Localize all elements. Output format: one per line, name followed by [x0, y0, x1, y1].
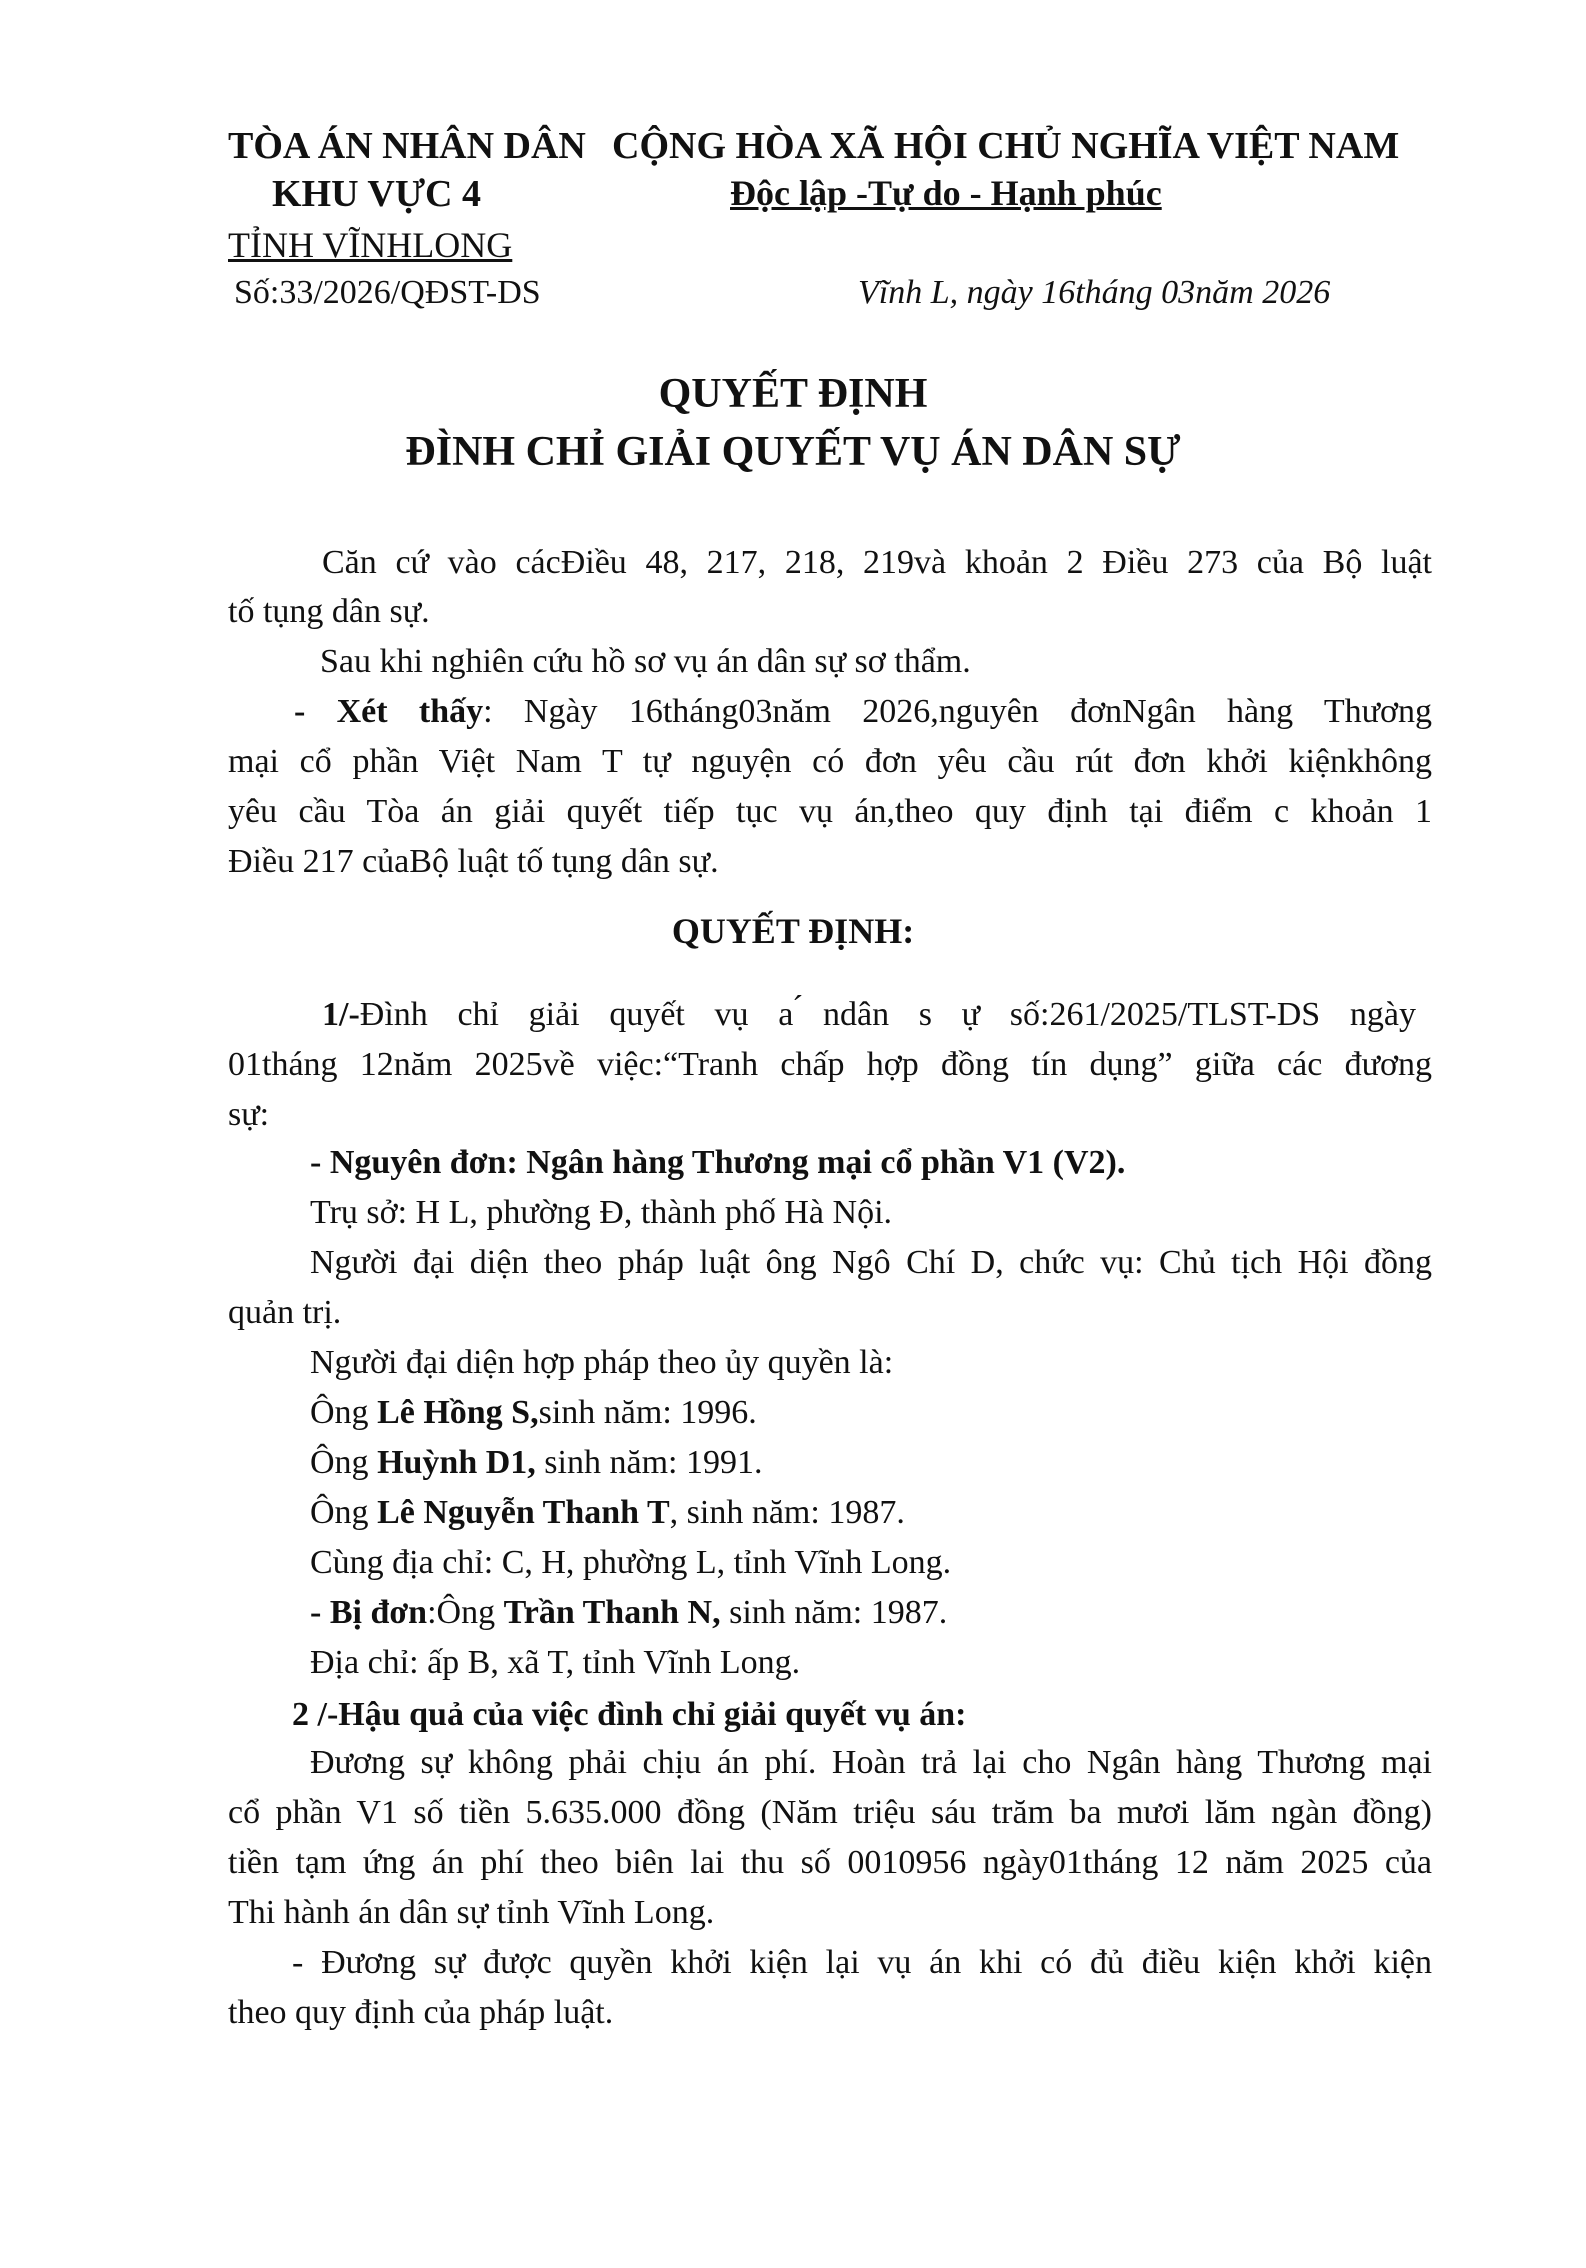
plaintiff-hq: Trụ sở: H L, phường Đ, thành phố Hà Nội. — [310, 1194, 893, 1231]
rep-prefix: Ông — [310, 1494, 378, 1531]
plaintiff-line — [310, 1138, 1432, 1187]
document-subtitle: ĐÌNH CHỈ GIẢI QUYẾT VỤ ÁN DÂN SỰ — [405, 429, 1181, 475]
item2-right-line1: - Đương sự được quyền khởi kiện lại vụ án khi có đủ điều kiện khởi kiện — [292, 1944, 1432, 1981]
court-name-line3: TỈNH VĨNHLONG — [228, 225, 513, 265]
defendant-line — [310, 1588, 1432, 1637]
rep-birth: sinh năm: 1996. — [538, 1394, 757, 1431]
item2-heading: 2 /-Hậu quả của việc đình chỉ giải quyết vụ án: — [292, 1696, 967, 1733]
plaintiff-label: - Nguyên đơn — [310, 1144, 507, 1181]
court-name-line1: TÒA ÁN NHÂN DÂN — [228, 125, 586, 167]
item1-label: 1/- — [322, 996, 360, 1033]
rep-name: Lê Hồng S, — [377, 1394, 539, 1431]
rep-line-2 — [310, 1438, 1432, 1487]
legal-rep-line1: Người đại diện theo pháp luật ông Ngô Chí D, chức vụ: Chủ tịch Hội đồng — [310, 1244, 1432, 1281]
rep-line-1 — [310, 1388, 1432, 1437]
auth-rep-line: Người đại diện hợp pháp theo ủy quyền là: — [310, 1344, 894, 1381]
rep-birth: sinh năm: 1991. — [535, 1444, 763, 1481]
item1-text1: Đình chỉ giải quyết vụ a ́ndân s ự số:261/2025/TLST-DS ngày — [359, 996, 1416, 1033]
court-name-line2: KHU VỰC 4 — [272, 173, 481, 215]
after-study-line: Sau khi nghiên cứu hồ sơ vụ án dân sự sơ thẩm. — [320, 643, 971, 680]
consider-line2: mại cổ phần Việt Nam T tự nguyện có đơn yêu cầu rút đơn khởi kiệnkhông — [228, 743, 1432, 780]
rep-birth: , sinh năm: 1987. — [669, 1494, 905, 1531]
national-motto: Độc lập -Tự do - Hạnh phúc — [730, 173, 1162, 213]
item2-right-line2: theo quy định của pháp luật. — [228, 1994, 614, 2031]
defendant-prefix: :Ông — [427, 1594, 504, 1631]
item2-line2: cổ phần V1 số tiền 5.635.000 đồng (Năm triệu sáu trăm ba mươi lăm ngàn đồng) — [228, 1794, 1432, 1831]
decision-heading: QUYẾT ĐỊNH: — [671, 911, 915, 951]
defendant-name: Trần Thanh N, — [503, 1594, 721, 1631]
republic-title: CỘNG HÒA XÃ HỘI CHỦ NGHĨA VIỆT NAM — [612, 125, 1400, 167]
item2-line1: Đương sự không phải chịu án phí. Hoàn trả lại cho Ngân hàng Thương mại — [310, 1744, 1432, 1781]
rep-name: Huỳnh D1, — [377, 1444, 536, 1481]
document-title: QUYẾT ĐỊNH — [658, 371, 928, 417]
consider-line4: Điều 217 củaBộ luật tố tụng dân sự. — [228, 843, 719, 880]
consider-line1 — [294, 687, 1432, 736]
defendant-label: - Bị đơn — [310, 1594, 428, 1631]
basis-line2: tố tụng dân sự. — [228, 593, 430, 630]
consider-text1: : Ngày 16tháng03năm 2026,nguyên đơnNgân hàng Thương — [483, 693, 1432, 730]
defendant-birth: sinh năm: 1987. — [720, 1594, 948, 1631]
common-address: Cùng địa chỉ: C, H, phường L, tỉnh Vĩnh Long. — [310, 1544, 952, 1581]
legal-rep-line2: quản trị. — [228, 1294, 342, 1331]
item2-line4: Thi hành án dân sự tỉnh Vĩnh Long. — [228, 1894, 715, 1931]
rep-line-3 — [310, 1488, 1432, 1537]
item1-line2: 01tháng 12năm 2025về việc:“Tranh chấp hợp đồng tín dụng” giữa các đương — [228, 1046, 1432, 1083]
rep-prefix: Ông — [310, 1444, 378, 1481]
item2-line3: tiền tạm ứng án phí theo biên lai thu số 0010956 ngày01tháng 12 năm 2025 của — [228, 1844, 1432, 1881]
defendant-address: Địa chỉ: ấp B, xã T, tỉnh Vĩnh Long. — [310, 1644, 801, 1681]
basis-line1: Căn cứ vào cácĐiều 48, 217, 218, 219và khoản 2 Điều 273 của Bộ luật — [322, 544, 1432, 581]
rep-name: Lê Nguyễn Thanh T — [377, 1494, 670, 1531]
item1-line1 — [322, 990, 1416, 1039]
plaintiff-name: : Ngân hàng Thương mại cổ phần V1 (V2). — [506, 1144, 1126, 1181]
consider-line3: yêu cầu Tòa án giải quyết tiếp tục vụ án,theo quy định tại điểm c khoản 1 — [228, 793, 1432, 830]
consider-label: - Xét thấy — [294, 693, 484, 730]
rep-prefix: Ông — [310, 1394, 378, 1431]
item1-line3: sự: — [228, 1096, 270, 1133]
place-date: Vĩnh L, ngày 16tháng 03năm 2026 — [858, 274, 1331, 311]
decision-number: Số:33/2026/QĐST-DS — [234, 274, 541, 311]
